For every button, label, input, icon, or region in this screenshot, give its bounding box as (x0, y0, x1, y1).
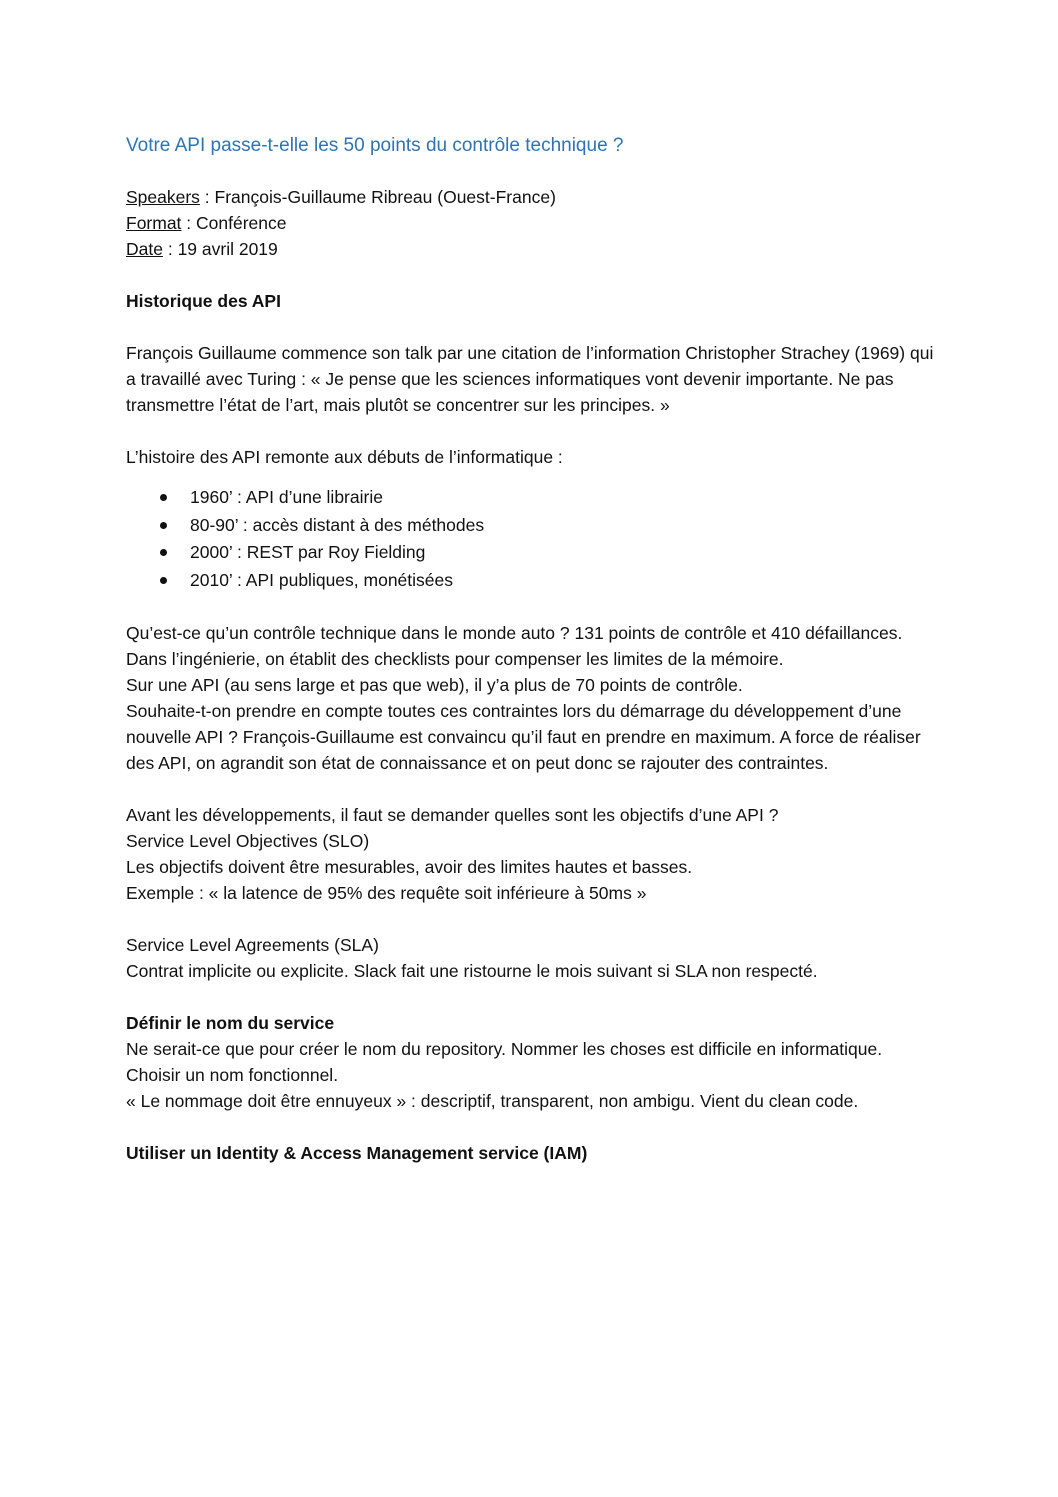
list-item (160, 539, 936, 567)
speakers-value: François-Guillaume Ribreau (Ouest-France) (214, 187, 556, 207)
body-line: Qu’est-ce qu’un contrôle technique dans le monde auto ? 131 points de contrôle et 410 défaillances. (126, 623, 903, 643)
list-item-text: 2000’ : REST par Roy Fielding (190, 542, 426, 562)
api-timeline-list (160, 484, 936, 594)
speakers-label: Speakers (126, 187, 200, 207)
spacer (126, 314, 936, 340)
spacer (126, 776, 936, 802)
list-item (160, 512, 936, 540)
format-separator: : (181, 213, 197, 233)
spacer (126, 594, 936, 620)
body-line: « Le nommage doit être ennuyeux » : descriptif, transparent, non ambigu. Vient du clean code. (126, 1091, 859, 1111)
body-line: Les objectifs doivent être mesurables, avoir des limites hautes et basses. (126, 857, 693, 877)
list-item-text: 2010’ : API publiques, monétisées (190, 569, 453, 590)
body-line: Dans l’ingénierie, on établit des checklists pour compenser les limites de la mémoire. (126, 649, 784, 669)
talk-metadata (126, 184, 936, 262)
body-line: Exemple : « la latence de 95% des requête soit inférieure à 50ms » (126, 883, 647, 903)
body-line: Souhaite-t-on prendre en compte toutes ces contraintes lors du démarrage du développement d’une nouvelle API ? François-Guillaume est convaincu qu’il faut en prendre en maximum. A force de réaliser des API, on agrandit son état de connaissance et on peut donc se rajouter des contraintes. (126, 701, 921, 773)
control-checklist-paragraph (126, 620, 936, 776)
page-title: Votre API passe-t-elle les 50 points du contrôle technique ? (126, 135, 624, 156)
iam-heading: Utiliser un Identity & Access Management service (IAM) (126, 1143, 588, 1163)
format-line (126, 210, 936, 236)
speakers-line (126, 184, 936, 210)
bullet-icon (160, 577, 167, 584)
list-item (160, 567, 936, 595)
body-line: Sur une API (au sens large et pas que web), il y’a plus de 70 points de contrôle. (126, 675, 743, 695)
document-content (126, 130, 936, 1166)
history-intro-paragraph: François Guillaume commence son talk par une citation de l’information Christopher Strachey (1969) qui a travaillé avec Turing : « Je pense que les sciences informatiques vont devenir importante. Ne pas transmettre l’état de l’art, mais plutôt se concentrer sur les principes. » (126, 343, 934, 415)
body-line: Avant les développements, il faut se demander quelles sont les objectifs d’une API ? (126, 805, 779, 825)
naming-heading: Définir le nom du service (126, 1013, 335, 1033)
history-heading: Historique des API (126, 291, 281, 311)
body-line: Service Level Objectives (SLO) (126, 831, 370, 851)
date-separator: : (162, 239, 178, 259)
history-lead-paragraph: L’histoire des API remonte aux débuts de l’informatique : (126, 447, 563, 467)
format-label: Format (126, 213, 182, 233)
spacer (126, 262, 936, 288)
spacer (126, 470, 936, 484)
spacer (126, 906, 936, 932)
bullet-icon (160, 522, 167, 529)
list-item (160, 484, 936, 512)
sla-paragraph (126, 932, 936, 984)
list-item-text: 80-90’ : accès distant à des méthodes (190, 514, 485, 535)
slo-paragraph (126, 802, 936, 906)
spacer (126, 984, 936, 1010)
spacer (126, 1114, 936, 1140)
date-line (126, 236, 936, 262)
speakers-separator: : (199, 187, 215, 207)
body-line: Service Level Agreements (SLA) (126, 935, 379, 955)
bullet-icon (160, 494, 167, 501)
format-value: Conférence (196, 213, 287, 233)
date-label: Date (126, 239, 163, 259)
body-line: Ne serait-ce que pour créer le nom du repository. Nommer les choses est difficile en informatique. Choisir un nom fonctionnel. (126, 1039, 883, 1085)
bullet-icon (160, 549, 167, 556)
spacer (126, 418, 936, 444)
list-item-text: 1960’ : API d’une librairie (190, 487, 383, 507)
body-line: Contrat implicite ou explicite. Slack fait une ristourne le mois suivant si SLA non respecté. (126, 961, 818, 981)
date-value: 19 avril 2019 (177, 239, 278, 259)
naming-paragraph (126, 1036, 936, 1114)
